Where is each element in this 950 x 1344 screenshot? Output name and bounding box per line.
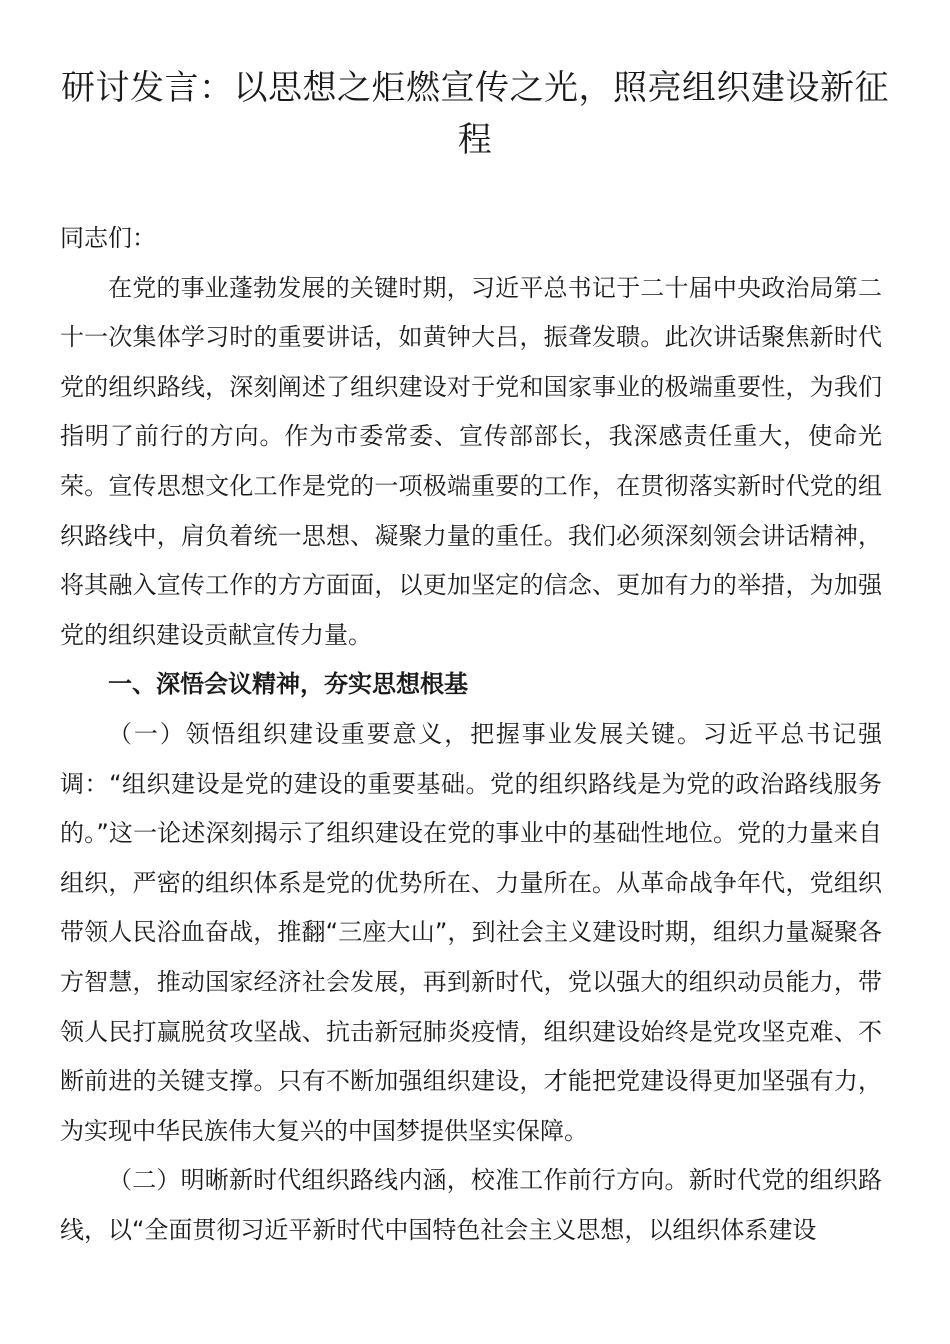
intro-paragraph: 在党的事业蓬勃发展的关键时期，习近平总书记于二十届中央政治局第二十一次集体学习时的重要讲话，如黄钟大吕，振聋发聩。此次讲话聚焦新时代党的组织路线，深刻阐述了组织建设对于党和国家事业的极端重要性，为我们指明了前行的方向。作为市委常委、宣传部部长，我深感责任重大，使命光荣。宣传思想文化工作是党的一项极端重要的工作，在贯彻落实新时代党的组织路线中，肩负着统一思想、凝聚力量的重任。我们必须深刻领会讲话精神，将其融入宣传工作的方方面面，以更加坚定的信念、更加有力的举措，为加强党的组织建设贡献宣传力量。: [60, 273, 882, 649]
section-paragraph-2: （二）明晰新时代组织路线内涵，校准工作前行方向。新时代党的组织路线，以“全面贯彻习近平新时代中国特色社会主义思想，以组织体系建设: [60, 1166, 882, 1244]
salutation: 同志们：: [60, 224, 156, 252]
section-paragraph-1: （一）领悟组织建设重要意义，把握事业发展关键。习近平总书记强调：“组织建设是党的建设的重要基础。党的组织路线是为党的政治路线服务的。”这一论述深刻揭示了组织建设在党的事业中的基础性地位。党的力量来自组织，严密的组织体系是党的优势所在、力量所在。从革命战争年代，党组织带领人民浴血奋战，推翻“三座大山”，到社会主义建设时期，组织力量凝聚各方智慧，推动国家经济社会发展，再到新时代，党以强大的组织动员能力，带领人民打赢脱贫攻坚战、抗击新冠肺炎疫情，组织建设始终是党攻坚克难、不断前进的关键支撑。只有不断加强组织建设，才能把党建设得更加坚强有力，为实现中华民族伟大复兴的中国梦提供坚实保障。: [60, 719, 882, 1145]
document-title: 研讨发言：以思想之炬燃宣传之光，照亮组织建设新征程: [61, 68, 889, 160]
document-body: [60, 214, 882, 1255]
section-heading: 一、深悟会议精神，夯实思想根基: [108, 670, 468, 699]
